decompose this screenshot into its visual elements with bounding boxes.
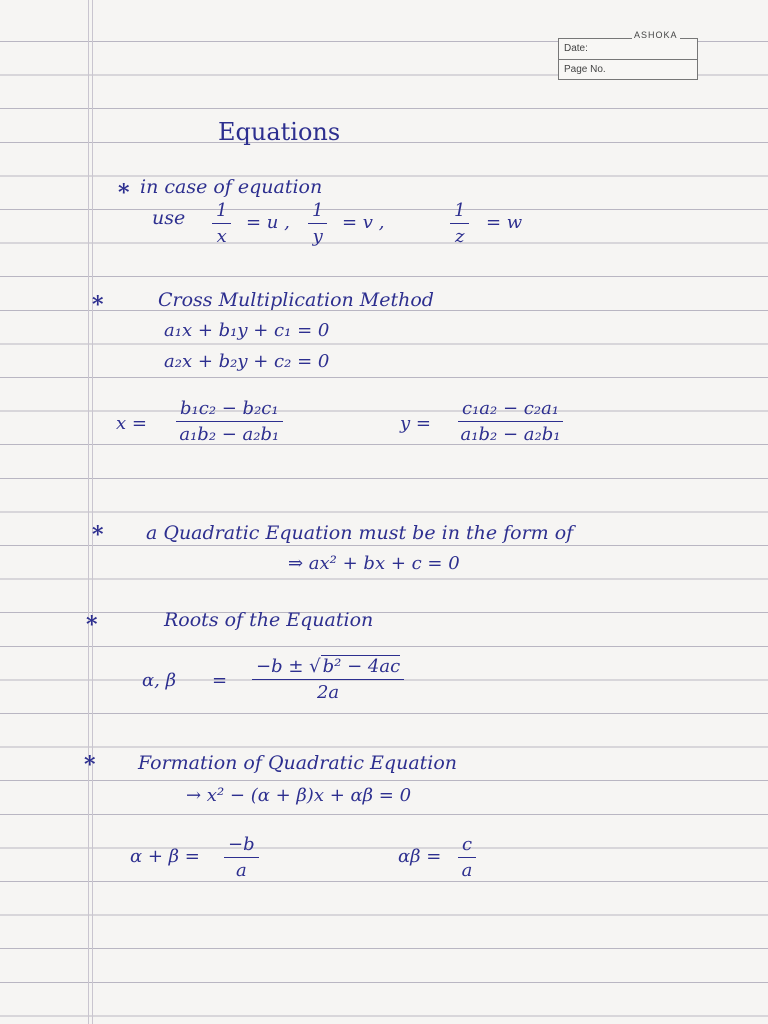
product-numerator: c — [458, 834, 476, 858]
date-label: Date: — [564, 43, 588, 54]
quadratic-formula — [252, 656, 404, 703]
fraction-1-over-x — [212, 200, 231, 247]
margin-line-inner — [92, 0, 93, 1024]
x-fraction — [176, 398, 283, 445]
margin-line — [88, 0, 89, 1024]
equals-u: = u , — [246, 212, 290, 233]
sum-of-roots-label: α + β = — [130, 846, 200, 867]
bullet-5: * — [84, 752, 96, 778]
fraction-numerator: 1 — [308, 200, 327, 224]
use-label: use — [152, 207, 186, 229]
sum-of-roots-fraction — [224, 834, 259, 881]
quadratic-general-form: ⇒ ax² + bx + c = 0 — [288, 553, 460, 574]
formation-heading: Formation of Quadratic Equation — [138, 752, 458, 774]
formula-denominator: 2a — [316, 682, 340, 703]
y-numerator: c₁a₂ − c₂a₁ — [458, 398, 563, 422]
cross-multiplication-heading: Cross Multiplication Method — [158, 289, 434, 311]
page-no-label: Page No. — [564, 64, 606, 75]
x-label: x = — [116, 413, 147, 434]
page-title: Equations — [218, 118, 341, 146]
product-denominator: a — [461, 860, 473, 881]
fraction-numerator: 1 — [450, 200, 469, 224]
equation-2: a₂x + b₂y + c₂ = 0 — [164, 351, 330, 372]
equals-v: = v , — [342, 212, 385, 233]
equals-w: = w — [486, 212, 523, 233]
fraction-numerator: 1 — [212, 200, 231, 224]
roots-heading: Roots of the Equation — [164, 609, 374, 631]
y-fraction — [458, 398, 563, 445]
product-of-roots-label: αβ = — [398, 846, 442, 867]
date-row — [559, 39, 697, 59]
bullet-4: * — [86, 612, 98, 638]
x-numerator: b₁c₂ − b₂c₁ — [176, 398, 283, 422]
roots-equals: = — [212, 670, 228, 691]
equation-1: a₁x + b₁y + c₁ = 0 — [164, 320, 330, 341]
discriminant: b² − 4ac — [322, 656, 401, 677]
fraction-1-over-z — [450, 200, 469, 247]
fraction-denominator: x — [216, 226, 227, 247]
bullet-3: * — [92, 522, 104, 548]
fraction-1-over-y — [308, 200, 327, 247]
bullet-2: * — [92, 292, 104, 318]
fraction-denominator: z — [454, 226, 465, 247]
date-page-box — [558, 38, 698, 80]
alpha-beta-label: α, β — [142, 670, 177, 691]
product-of-roots-fraction — [458, 834, 476, 881]
page-no-row — [559, 59, 697, 80]
bullet-1: * — [118, 180, 130, 206]
formula-numerator — [252, 656, 404, 680]
quadratic-form-text: a Quadratic Equation must be in the form of — [146, 522, 574, 544]
sum-numerator: −b — [224, 834, 259, 858]
fraction-denominator: y — [312, 226, 323, 247]
brand-label: ASHOKA — [634, 30, 678, 40]
y-label: y = — [400, 413, 431, 434]
x-denominator: a₁b₂ − a₂b₁ — [179, 424, 280, 445]
case-of-equation-text: in case of equation — [140, 176, 323, 198]
minus-b-plus-minus: −b ± — [256, 656, 304, 677]
sum-denominator: a — [235, 860, 247, 881]
sqrt-sign: √ — [309, 656, 321, 677]
formation-equation: → x² − (α + β)x + αβ = 0 — [186, 785, 412, 806]
y-denominator: a₁b₂ − a₂b₁ — [460, 424, 561, 445]
